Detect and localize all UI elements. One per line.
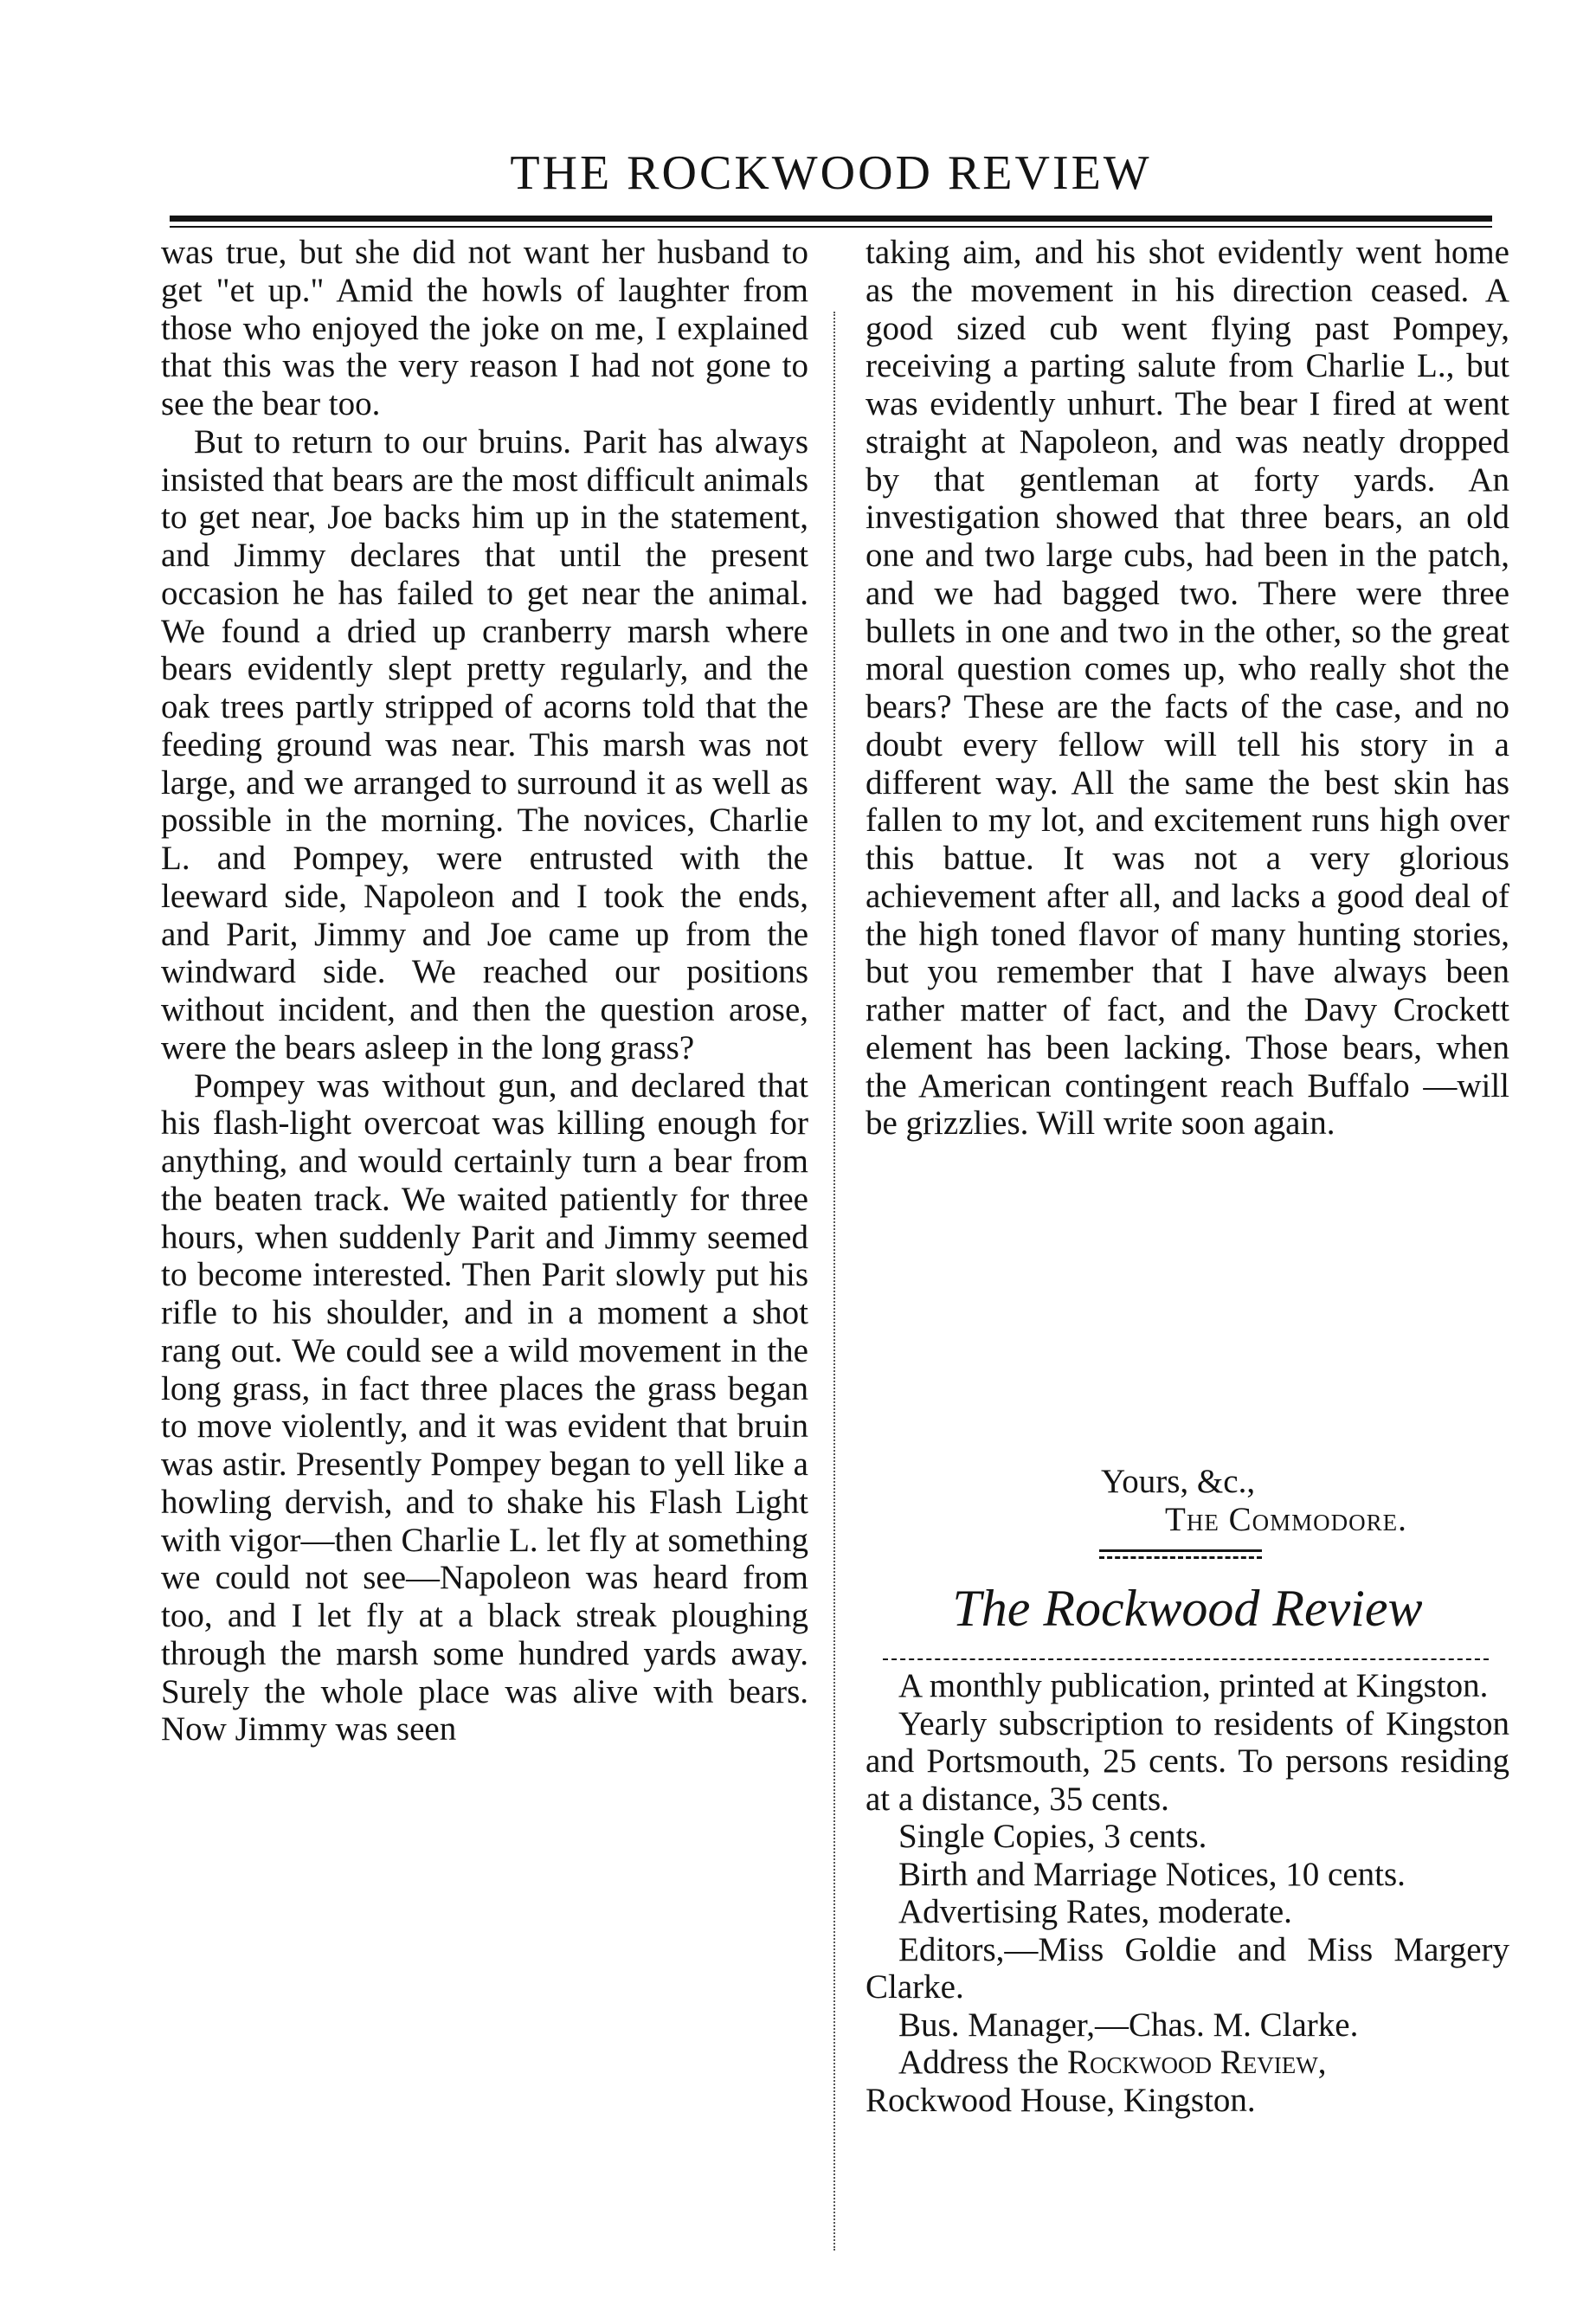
- right-paragraph-1: taking aim, and his shot evidently went home as the movement in his direction ceased. A good sized cub went flying past Pompey, receiving a parting salute from Charlie L., but was evidently unhurt. The bear I fired at went straight at Napoleon, and was neatly dropped by that gentleman at forty yards. An investigation showed that three bears, an old one and two large cubs, had been in the patch, and we had bagged two. There were three bullets in one and two in the other, so the great moral question comes up, who really shot the bears? These are the facts of the case, and no doubt every fellow will tell his story in a different way. All the same the best skin has fallen to my lot, and excitement runs high over this battue. It was not a very glorious achievement after all, and lacks a good deal of the high toned flavor of many hunting stories, but you remember that I have always been rather matter of fact, and the Davy Crockett element has been lacking. Those bears, when the American contingent reach Buffalo —will be grizzlies. Will write soon again.: [866, 234, 1509, 1143]
- letter-signoff: [866, 1463, 1509, 1539]
- ornament-line-solid: [1099, 1549, 1262, 1552]
- notice-line-7: Bus. Manager,—Chas. M. Clarke.: [898, 2006, 1359, 2044]
- review-title-rule: [883, 1658, 1489, 1660]
- notice-address-name: Rockwood Review,: [1066, 2044, 1327, 2081]
- notice-line-2: Yearly subscription to residents of Kingston and Portsmouth, 25 cents. To persons residing at a distance, 35 cents.: [866, 1704, 1509, 1818]
- notice-line-4: Birth and Marriage Notices, 10 cents.: [898, 1855, 1406, 1893]
- notice-line-9: Rockwood House, Kingston.: [866, 2081, 1256, 2119]
- section-ornament: [1099, 1549, 1262, 1559]
- notice-address-prefix: Address the: [898, 2044, 1059, 2081]
- notice-line-1: A monthly publication, printed at Kingston.: [898, 1667, 1489, 1704]
- notice-line-6: Editors,—Miss Goldie and Miss Margery Clarke.: [866, 1930, 1509, 2006]
- right-column: [866, 234, 1509, 1143]
- ornament-line-dashed: [1099, 1556, 1262, 1559]
- masthead-rule-thick: [170, 216, 1492, 222]
- signoff-signer: The Commodore.: [1165, 1501, 1407, 1538]
- left-paragraph-3: Pompey was without gun, and declared that his flash-light overcoat was killing enough for anything, and would certainly turn a bear from the beaten track. We waited patiently for three hours, when suddenly Parit and Jimmy seemed to become interested. Then Parit slowly put his rifle to his shoulder, and in a moment a shot rang out. We could see a wild movement in the long grass, in fact three places the grass began to move violently, and it was evident that bruin was astir. Presently Pompey began to yell like a howling dervish, and to shake his Flash Light with vigor—then Charlie L. let fly at something we could not see—Napoleon was heard from too, and I let fly at a black streak ploughing through the marsh some hundred yards away. Surely the whole place was alive with bears. Now Jimmy was seen: [161, 1066, 808, 1748]
- left-paragraph-1: was true, but she did not want her husband to get "et up." Amid the howls of laughter from those who enjoyed the joke on me, I explained that this was the very reason I had not gone to see the bear too.: [161, 234, 808, 422]
- signoff-closing: Yours, &c.,: [1101, 1463, 1256, 1500]
- review-notice-title: The Rockwood Review: [952, 1580, 1423, 1637]
- notice-line-5: Advertising Rates, moderate.: [898, 1893, 1292, 1930]
- left-column: [161, 234, 808, 1748]
- notice-line-8: [866, 2044, 1509, 2082]
- review-notice-body: [866, 1667, 1509, 2119]
- masthead-title: THE ROCKWOOD REVIEW: [510, 146, 1152, 200]
- masthead-rule-thin: [170, 226, 1492, 228]
- notice-line-3: Single Copies, 3 cents.: [898, 1818, 1207, 1855]
- column-divider: [833, 312, 835, 2251]
- left-paragraph-2: But to return to our bruins. Parit has always insisted that bears are the most difficult animals to get near, Joe backs him up in the statement, and Jimmy declares that until the present occasion he has failed to get near the animal. We found a dried up cranberry marsh where bears evidently slept pretty regularly, and the oak trees partly stripped of acorns told that the feeding ground was near. This marsh was not large, and we arranged to surround it as well as possible in the morning. The novices, Charlie L. and Pompey, were entrusted with the leeward side, Napoleon and I took the ends, and Parit, Jimmy and Joe came up from the windward side. We reached our positions without incident, and then the question arose, were the bears asleep in the long grass?: [161, 422, 808, 1066]
